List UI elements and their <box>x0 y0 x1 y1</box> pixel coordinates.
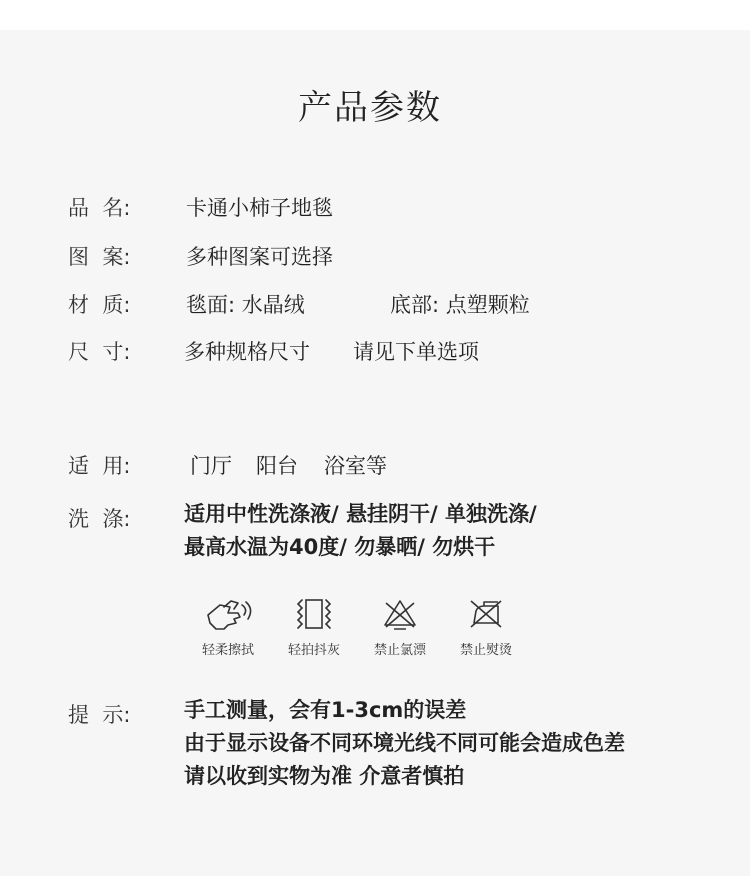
no-iron-icon <box>456 595 516 633</box>
spec-value-material-bottom: 底部: 点塑颗粒 <box>390 293 530 317</box>
tips-line-1: 手工测量，会有1-3cm的误差 <box>184 698 467 722</box>
no-bleach-icon <box>370 595 430 633</box>
spec-value-usage-b: 阳台 <box>256 454 298 478</box>
spec-value-pattern: 多种图案可选择 <box>186 245 333 269</box>
spec-value-washing <box>184 498 537 564</box>
care-icon-item <box>360 595 440 658</box>
page-title: 产品参数 <box>298 88 442 128</box>
spec-label-name: 品 名: <box>68 196 131 220</box>
spec-value-size-b: 请见下单选项 <box>353 340 479 364</box>
care-icon-item <box>188 595 268 658</box>
care-caption: 轻拍抖灰 <box>287 643 340 658</box>
washing-line-2: 最高水温为40度/ 勿暴晒/ 勿烘干 <box>184 535 496 559</box>
spec-label-pattern: 图 案: <box>68 245 131 269</box>
spec-value-name: 卡通小柿子地毯 <box>186 196 333 220</box>
spec-label-material: 材 质: <box>68 293 131 317</box>
tips-line-3: 请以收到实物为准 介意者慎拍 <box>184 764 465 788</box>
care-caption: 禁止氯漂 <box>373 643 426 658</box>
care-icons <box>190 595 540 665</box>
care-icon-item <box>274 595 354 658</box>
care-icon-item <box>446 595 526 658</box>
care-caption: 轻柔擦拭 <box>201 643 254 658</box>
spec-value-usage-c: 浴室等 <box>324 454 387 478</box>
spec-label-usage: 适 用: <box>68 454 131 478</box>
washing-line-1: 适用中性洗涤液/ 悬挂阴干/ 单独洗涤/ <box>184 502 537 526</box>
tips-line-2: 由于显示设备不同环境光线不同可能会造成色差 <box>184 731 625 755</box>
spec-value-material-top: 毯面: 水晶绒 <box>186 293 305 317</box>
care-caption: 禁止熨烫 <box>459 643 512 658</box>
spec-value-usage-a: 门厅 <box>190 454 232 478</box>
spec-label-tips: 提 示: <box>68 703 131 727</box>
spec-label-washing: 洗 涤: <box>68 507 131 531</box>
gentle-wipe-icon <box>198 595 258 633</box>
spec-value-size-a: 多种规格尺寸 <box>184 340 310 364</box>
spec-value-tips <box>184 694 625 793</box>
spec-label-size: 尺 寸: <box>68 340 131 364</box>
gentle-shake-icon <box>284 595 344 633</box>
